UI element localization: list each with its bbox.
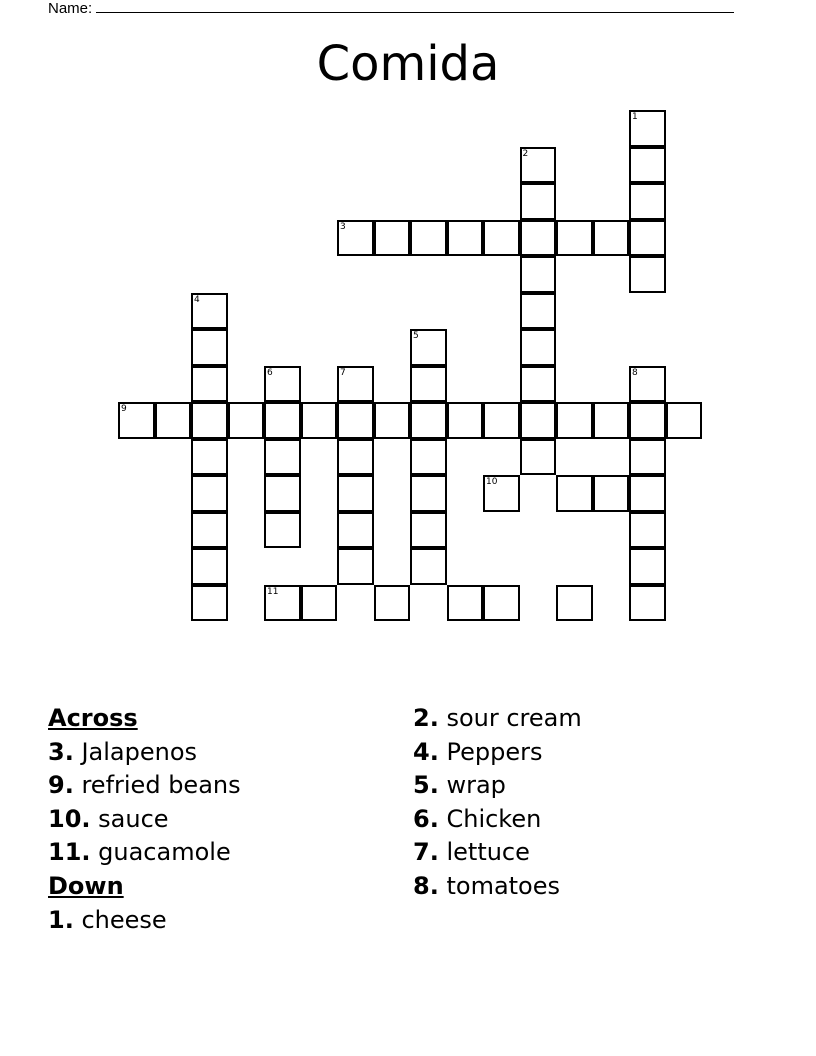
crossword-cell[interactable] [191,475,228,512]
crossword-cell[interactable] [264,439,301,476]
cell-number: 2 [522,148,529,159]
crossword-cell[interactable] [410,329,447,366]
clue-text: refried beans [81,771,241,800]
clue-text: guacamole [98,838,231,867]
crossword-cell[interactable] [629,147,666,184]
across-heading: Across [48,704,138,732]
crossword-cell[interactable] [629,256,666,293]
clue-across-9 [48,769,241,803]
crossword-cell[interactable] [520,366,557,403]
cell-number: 6 [267,367,273,378]
clue-across-3 [48,736,241,770]
crossword-cell[interactable] [629,220,666,257]
clue-text: Peppers [446,737,543,766]
clue-down-6 [413,803,582,837]
crossword-cell[interactable] [629,439,666,476]
crossword-cell[interactable] [191,439,228,476]
crossword-cell[interactable] [301,585,338,622]
crossword-cell[interactable] [556,402,593,439]
crossword-cell[interactable] [483,475,520,512]
crossword-cell[interactable] [264,512,301,549]
crossword-cell[interactable] [264,366,301,403]
crossword-cell[interactable] [410,512,447,549]
clue-down-4 [413,736,582,770]
crossword-cell[interactable] [337,439,374,476]
clue-across-10 [48,803,241,837]
cell-number: 11 [267,586,279,597]
crossword-cell[interactable] [337,366,374,403]
cell-number: 7 [340,367,346,378]
crossword-cell[interactable] [483,585,520,622]
crossword-cell[interactable] [374,402,411,439]
crossword-cell[interactable] [337,512,374,549]
crossword-cell[interactable] [629,512,666,549]
crossword-cell[interactable] [520,329,557,366]
name-label: Name: [48,0,93,17]
clue-number: 6. [413,804,439,833]
clues-right-column [413,702,582,904]
crossword-cell[interactable] [520,439,557,476]
crossword-cell[interactable] [264,402,301,439]
crossword-cell[interactable] [374,585,411,622]
down-heading: Down [48,871,124,900]
crossword-cell[interactable] [629,366,666,403]
cell-number: 5 [413,331,419,341]
crossword-cell[interactable] [264,585,301,622]
cell-number: 1 [632,112,638,122]
crossword-cell[interactable] [374,220,411,257]
clue-number: 9. [48,771,74,800]
cell-number: 10 [486,477,498,487]
clue-number: 7. [413,838,439,867]
cell-number: 8 [632,367,638,378]
clue-text: Jalapenos [81,737,198,766]
clue-down-8 [413,870,582,904]
clues-left-column [48,702,241,937]
clue-down-7 [413,836,582,870]
crossword-cell[interactable] [301,402,338,439]
clue-text: Chicken [446,804,542,833]
clue-text: sauce [98,804,169,833]
crossword-cell[interactable] [629,183,666,220]
crossword-cell[interactable] [629,548,666,585]
crossword-cell[interactable] [410,548,447,585]
crossword-cell[interactable] [593,402,630,439]
crossword-cell[interactable] [520,220,557,257]
crossword-cell[interactable] [629,110,666,147]
crossword-cell[interactable] [118,402,155,439]
crossword-cell[interactable] [556,585,593,622]
crossword-cell[interactable] [666,402,703,439]
cell-number: 9 [121,404,127,414]
crossword-cell[interactable] [191,512,228,549]
clue-number: 10. [48,804,91,833]
crossword-cell[interactable] [629,402,666,439]
clue-text: wrap [446,771,506,800]
crossword-cell[interactable] [410,439,447,476]
crossword-cell[interactable] [191,329,228,366]
crossword-cell[interactable] [520,183,557,220]
crossword-cell[interactable] [264,475,301,512]
crossword-cell[interactable] [629,475,666,512]
clue-number: 5. [413,771,439,800]
clue-text: cheese [81,905,167,934]
clue-down-1 [48,904,241,938]
clue-number: 2. [413,704,439,732]
cell-number: 4 [194,294,200,305]
cell-number: 3 [340,221,346,232]
clue-down-2 [413,702,582,736]
crossword-cell[interactable] [447,402,484,439]
clue-across-11 [48,836,241,870]
crossword-cell[interactable] [410,475,447,512]
crossword-cell[interactable] [520,147,557,184]
clue-text: sour cream [446,704,582,732]
crossword-cell[interactable] [629,585,666,622]
crossword-cell[interactable] [337,402,374,439]
crossword-cell[interactable] [410,366,447,403]
crossword-cell[interactable] [483,220,520,257]
clue-text: lettuce [446,838,530,867]
crossword-cell[interactable] [483,402,520,439]
crossword-cell[interactable] [337,548,374,585]
crossword-cell[interactable] [191,366,228,403]
crossword-cell[interactable] [556,475,593,512]
crossword-cell[interactable] [447,220,484,257]
clue-number: 11. [48,838,91,867]
clue-number: 8. [413,871,439,900]
crossword-cell[interactable] [520,256,557,293]
crossword-cell[interactable] [556,220,593,257]
crossword-cell[interactable] [191,293,228,330]
crossword-cell[interactable] [228,402,265,439]
crossword-cell[interactable] [520,293,557,330]
clue-number: 3. [48,737,74,766]
clue-number: 1. [48,905,74,934]
crossword-cell[interactable] [337,220,374,257]
crossword-cell[interactable] [191,548,228,585]
crossword-cell[interactable] [191,585,228,622]
crossword-cell[interactable] [155,402,192,439]
crossword-cell[interactable] [410,402,447,439]
crossword-cell[interactable] [337,475,374,512]
crossword-cell[interactable] [191,402,228,439]
clue-text: tomatoes [446,871,561,900]
crossword-cell[interactable] [447,585,484,622]
page-title: Comida [316,36,500,92]
clue-number: 4. [413,737,439,766]
crossword-cell[interactable] [410,220,447,257]
clue-down-5 [413,769,582,803]
crossword-cell[interactable] [520,402,557,439]
crossword-cell[interactable] [593,475,630,512]
crossword-cell[interactable] [593,220,630,257]
